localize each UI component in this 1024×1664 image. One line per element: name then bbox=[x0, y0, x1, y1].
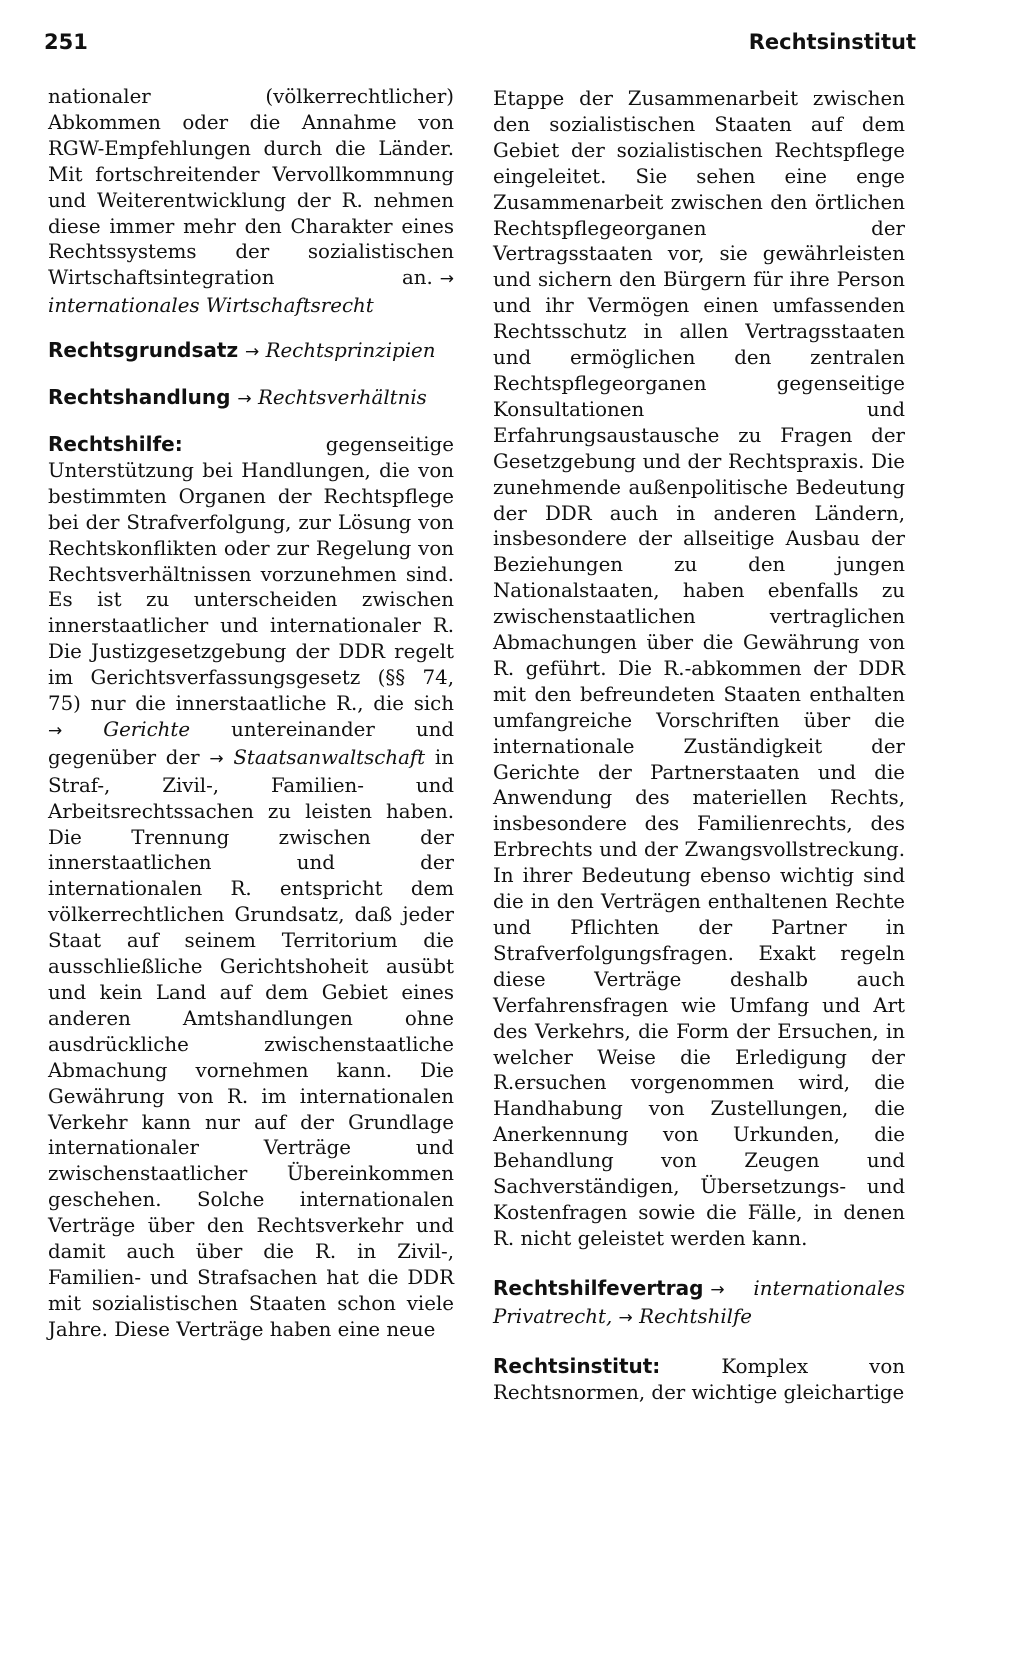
entry-text: untereinander und gegenüber der bbox=[48, 717, 455, 769]
running-head: Rechtsinstitut bbox=[748, 30, 916, 54]
page-number: 251 bbox=[44, 30, 88, 54]
entry-text: in Straf-, Zivil-, Familien- und Arbeitsrechtssachen zu leisten haben. Die Trennung zwischen der innerstaatlichen und der internationalen R. entspricht dem völkerrechtlichen Grundsatz, daß jeder Staat auf seinem Territorium die ausschließliche Gerichtshoheit ausübt und kein Land auf dem Gebiet eines anderen Amtshandlungen ohne ausdrückliche zwischenstaatliche Abmachung vornehmen kann. Die Gewährung von R. im internationalen Verkehr kann nur auf der Grundlage internationaler Verträge und zwischenstaatlicher Übereinkommen geschehen. Solche internationalen Verträge über den Rechtsverkehr und damit auch über die R. in Zivil-, Familien- und Strafsachen hat die DDR mit sozialistischen Staaten schon viele Jahre. Diese Verträge haben eine neue bbox=[48, 745, 454, 1341]
cross-reference: Rechtsverhältnis bbox=[257, 386, 427, 410]
cross-reference-arrow-icon: → bbox=[439, 269, 454, 290]
cross-reference: Staatsanwaltschaft bbox=[233, 745, 426, 769]
entry-rechtsinstitut bbox=[493, 1354, 905, 1406]
entry-term: Rechtsgrundsatz bbox=[48, 338, 239, 363]
continuation-paragraph bbox=[48, 84, 454, 319]
right-column bbox=[493, 86, 905, 1405]
cross-reference: Rechtshilfe bbox=[639, 1304, 753, 1328]
entry-rechtshilfe bbox=[48, 432, 454, 1343]
entry-rechtshandlung bbox=[48, 385, 454, 413]
rechtshilfe-continued-paragraph: Etappe der Zusammenarbeit zwischen den sozialistischen Staaten auf dem Gebiet der sozialistischen Rechtspflege eingeleitet. Sie sehen eine enge Zusammenarbeit zwischen den örtlichen Rechtspflegeorganen der Vertragsstaaten vor, sie gewährleisten und sichern den Bürgern für ihre Person und ihr Vermögen einen umfassenden Rechtsschutz in allen Vertragsstaaten und ermöglichen den zentralen Rechtspflegeorganen gegenseitige Konsultationen und Erfahrungsaustausche zu Fragen der Gesetzgebung und der Rechtspraxis. Die zunehmende außenpolitische Bedeutung der DDR auch in anderen Ländern, insbesondere der allseitige Ausbau der Beziehungen zu den jungen Nationalstaaten, haben ebenfalls zu zwischenstaatlichen vertraglichen Abmachungen über die Gewährung von R. geführt. Die R.-abkommen der DDR mit den befreundeten Staaten enthalten umfangreiche Vorschriften über die internationale Zuständigkeit der Gerichte der Partnerstaaten und die Anwendung des materiellen Rechts, insbesondere des Familienrechts, des Erbrechts und der Zwangsvollstreckung. In ihrer Bedeutung ebenso wichtig sind die in den Verträgen enthaltenen Rechte und Pflichten der Partner in Strafverfolgungsfragen. Exakt regeln diese Verträge deshalb auch Verfahrensfragen wie Umfang und Art des Verkehrs, die Form der Ersuchen, in welcher Weise die Erledigung der R.ersuchen vorgenommen wird, die Handhabung von Zustellungen, die Anerkennung von Urkunden, die Behandlung von Zeugen und Sachverständigen, Übersetzungs- und Kostenfragen sowie die Fälle, in denen R. nicht geleistet werden kann. bbox=[493, 87, 905, 1250]
entry-text: Komplex von Rechtsnormen, der wichtige gleichartige bbox=[493, 1354, 905, 1404]
page-header bbox=[44, 30, 916, 64]
entry-rechtsgrundsatz bbox=[48, 338, 454, 366]
cross-reference-arrow-icon: → bbox=[209, 748, 224, 769]
cross-reference: internationales Wirtschaftsrecht bbox=[48, 294, 374, 318]
entry-term: Rechtshilfe: bbox=[48, 431, 183, 456]
entry-term: Rechtshilfevertrag bbox=[493, 1275, 704, 1300]
continuation-text: nationaler (völkerrechtlicher) Abkommen oder die Annahme von RGW-Empfehlungen durch die Länder. Mit fortschreitender Vervollkommnung und Weiterentwicklung der R. nehmen diese immer mehr den Charakter eines Rechtssystems der sozialistischen Wirtschaftsintegration an. bbox=[48, 85, 454, 290]
cross-reference-arrow-icon: → bbox=[245, 342, 260, 363]
cross-reference-arrow-icon: → bbox=[618, 1307, 633, 1328]
cross-reference: internationales Privatrecht, bbox=[493, 1276, 905, 1328]
left-column bbox=[48, 84, 454, 1343]
cross-reference-arrow-icon: → bbox=[237, 389, 252, 410]
cross-reference: Rechtsprinzipien bbox=[265, 339, 436, 363]
entry-rechtshilfevertrag bbox=[493, 1276, 905, 1332]
cross-reference: Gerichte bbox=[103, 717, 191, 741]
cross-reference-arrow-icon: → bbox=[48, 720, 63, 741]
entry-text: gegenseitige Unterstützung bei Handlungen, die von bestimmten Organen der Rechtspflege bei der Strafverfolgung, zur Lösung von Rechtskonflikten oder zur Regelung von Rechtsverhältnissen vorzunehmen sind. Es ist zu unterscheiden zwischen innerstaatlicher und internationaler R. Die Justizgesetzgebung der DDR regelt im Gerichtsverfassungsgesetz (§§ 74, 75) nur die innerstaatliche R., die sich bbox=[48, 432, 454, 716]
entry-term: Rechtshandlung bbox=[48, 385, 231, 410]
entry-term: Rechtsinstitut: bbox=[493, 1353, 661, 1378]
cross-reference-arrow-icon: → bbox=[710, 1279, 725, 1300]
